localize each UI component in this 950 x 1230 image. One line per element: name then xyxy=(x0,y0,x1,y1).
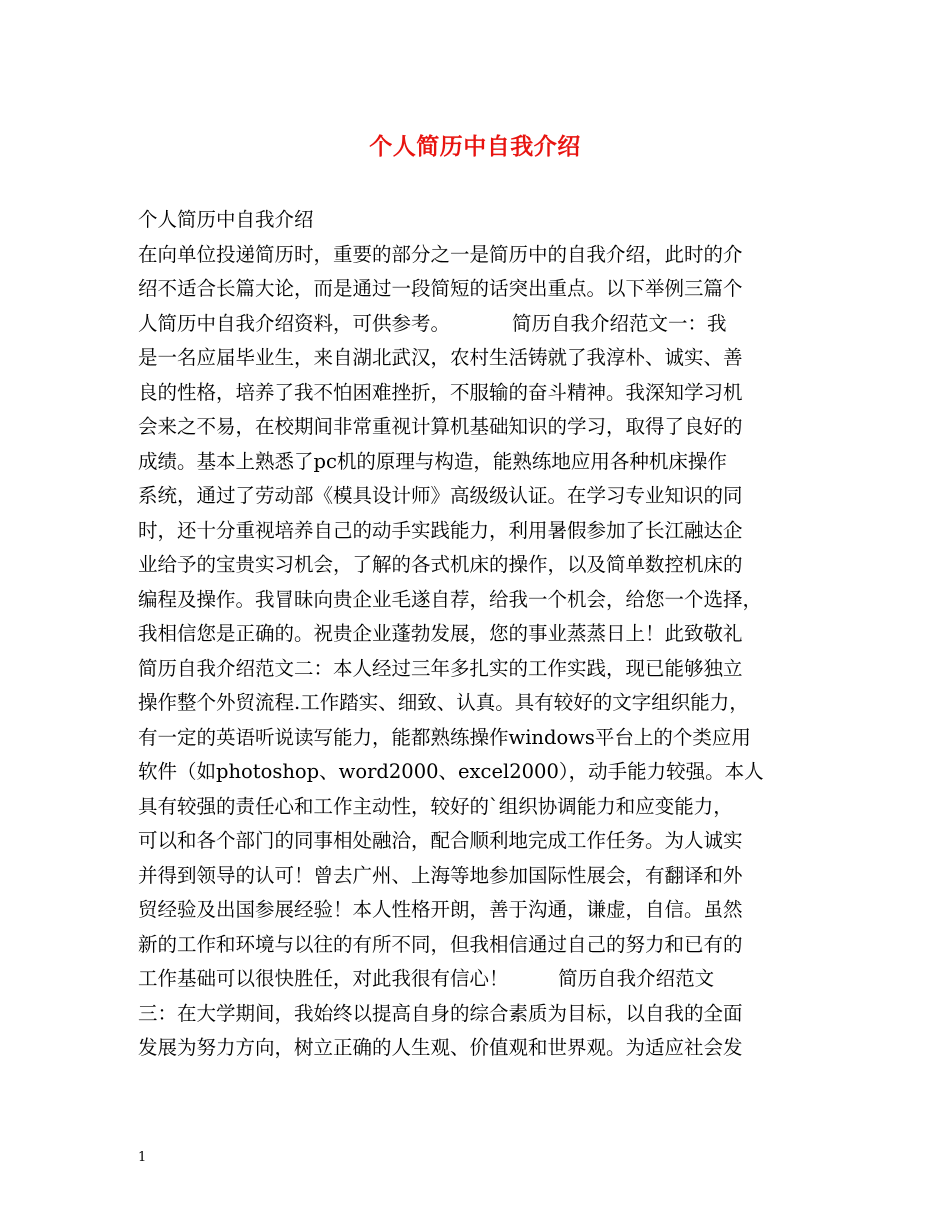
body-line: 我相信您是正确的。祝贵企业蓬勃发展，您的事业蒸蒸日上！此致敬礼 xyxy=(138,622,743,645)
body-line: 发展为努力方向，树立正确的人生观、价值观和世界观。为适应社会发 xyxy=(138,1036,743,1059)
body-line: 时，还十分重视培养自己的动手实践能力，利用暑假参加了长江融达企 xyxy=(138,518,743,542)
body-line: 并得到领导的认可！曾去广州、上海等地参加国际性展会，有翻译和外 xyxy=(138,863,743,887)
body-line: 业给予的宝贵实习机会，了解的各式机床的操作，以及简单数控机床的 xyxy=(138,553,743,576)
body-line: 人简历中自我介绍资料，可供参考。 简历自我介绍范文一：我 xyxy=(138,311,727,335)
body-line: 良的性格，培养了我不怕困难挫折，不服输的奋斗精神。我深知学习机 xyxy=(138,380,743,404)
body-line: 编程及操作。我冒昧向贵企业毛遂自荐，给我一个机会，给您一个选择， xyxy=(138,587,763,611)
body-line: 简历自我介绍范文二：本人经过三年多扎实的工作实践，现已能够独立 xyxy=(138,656,743,680)
body-line: 绍不适合长篇大论，而是通过一段简短的话突出重点。以下举例三篇个 xyxy=(138,277,743,300)
document-body xyxy=(138,203,818,1066)
body-line: 新的工作和环境与以往的有所不同，但我相信通过自己的努力和已有的 xyxy=(138,932,743,956)
body-line: 操作整个外贸流程.工作踏实、细致、认真。具有较好的文字组织能力， xyxy=(138,691,749,714)
body-line: 工作基础可以很快胜任，对此我很有信心！ 简历自我介绍范文 xyxy=(138,967,715,990)
body-line: 是一名应届毕业生，来自湖北武汉，农村生活铸就了我淳朴、诚实、善 xyxy=(138,346,743,369)
body-line: 在向单位投递简历时，重要的部分之一是简历中的自我介绍，此时的介 xyxy=(138,242,743,266)
page-number: 1 xyxy=(138,1150,147,1165)
body-line: 三：在大学期间，我始终以提高自身的综合素质为目标，以自我的全面 xyxy=(138,1001,743,1025)
body-line: 个人简历中自我介绍 xyxy=(138,208,314,231)
body-line: 系统，通过了劳动部《模具设计师》高级级认证。在学习专业知识的同 xyxy=(138,484,743,507)
body-line: 会来之不易，在校期间非常重视计算机基础知识的学习，取得了良好的 xyxy=(138,415,743,438)
body-line: 可以和各个部门的同事相处融洽，配合顺利地完成工作任务。为人诚实 xyxy=(138,829,743,852)
body-line: 贸经验及出国参展经验！本人性格开朗，善于沟通，谦虚，自信。虽然 xyxy=(138,898,743,921)
document-title: 个人简历中自我介绍 xyxy=(369,134,581,160)
body-line: 有一定的英语听说读写能力，能都熟练操作windows平台上的个类应用 xyxy=(138,725,751,749)
body-line: 具有较强的责任心和工作主动性，较好的`组织协调能力和应变能力， xyxy=(138,794,733,818)
body-line: 成绩。基本上熟悉了pc机的原理与构造，能熟练地应用各种机床操作 xyxy=(138,449,727,473)
body-line: 软件（如photoshop、word2000、excel2000），动手能力较强。本人 xyxy=(138,760,764,783)
